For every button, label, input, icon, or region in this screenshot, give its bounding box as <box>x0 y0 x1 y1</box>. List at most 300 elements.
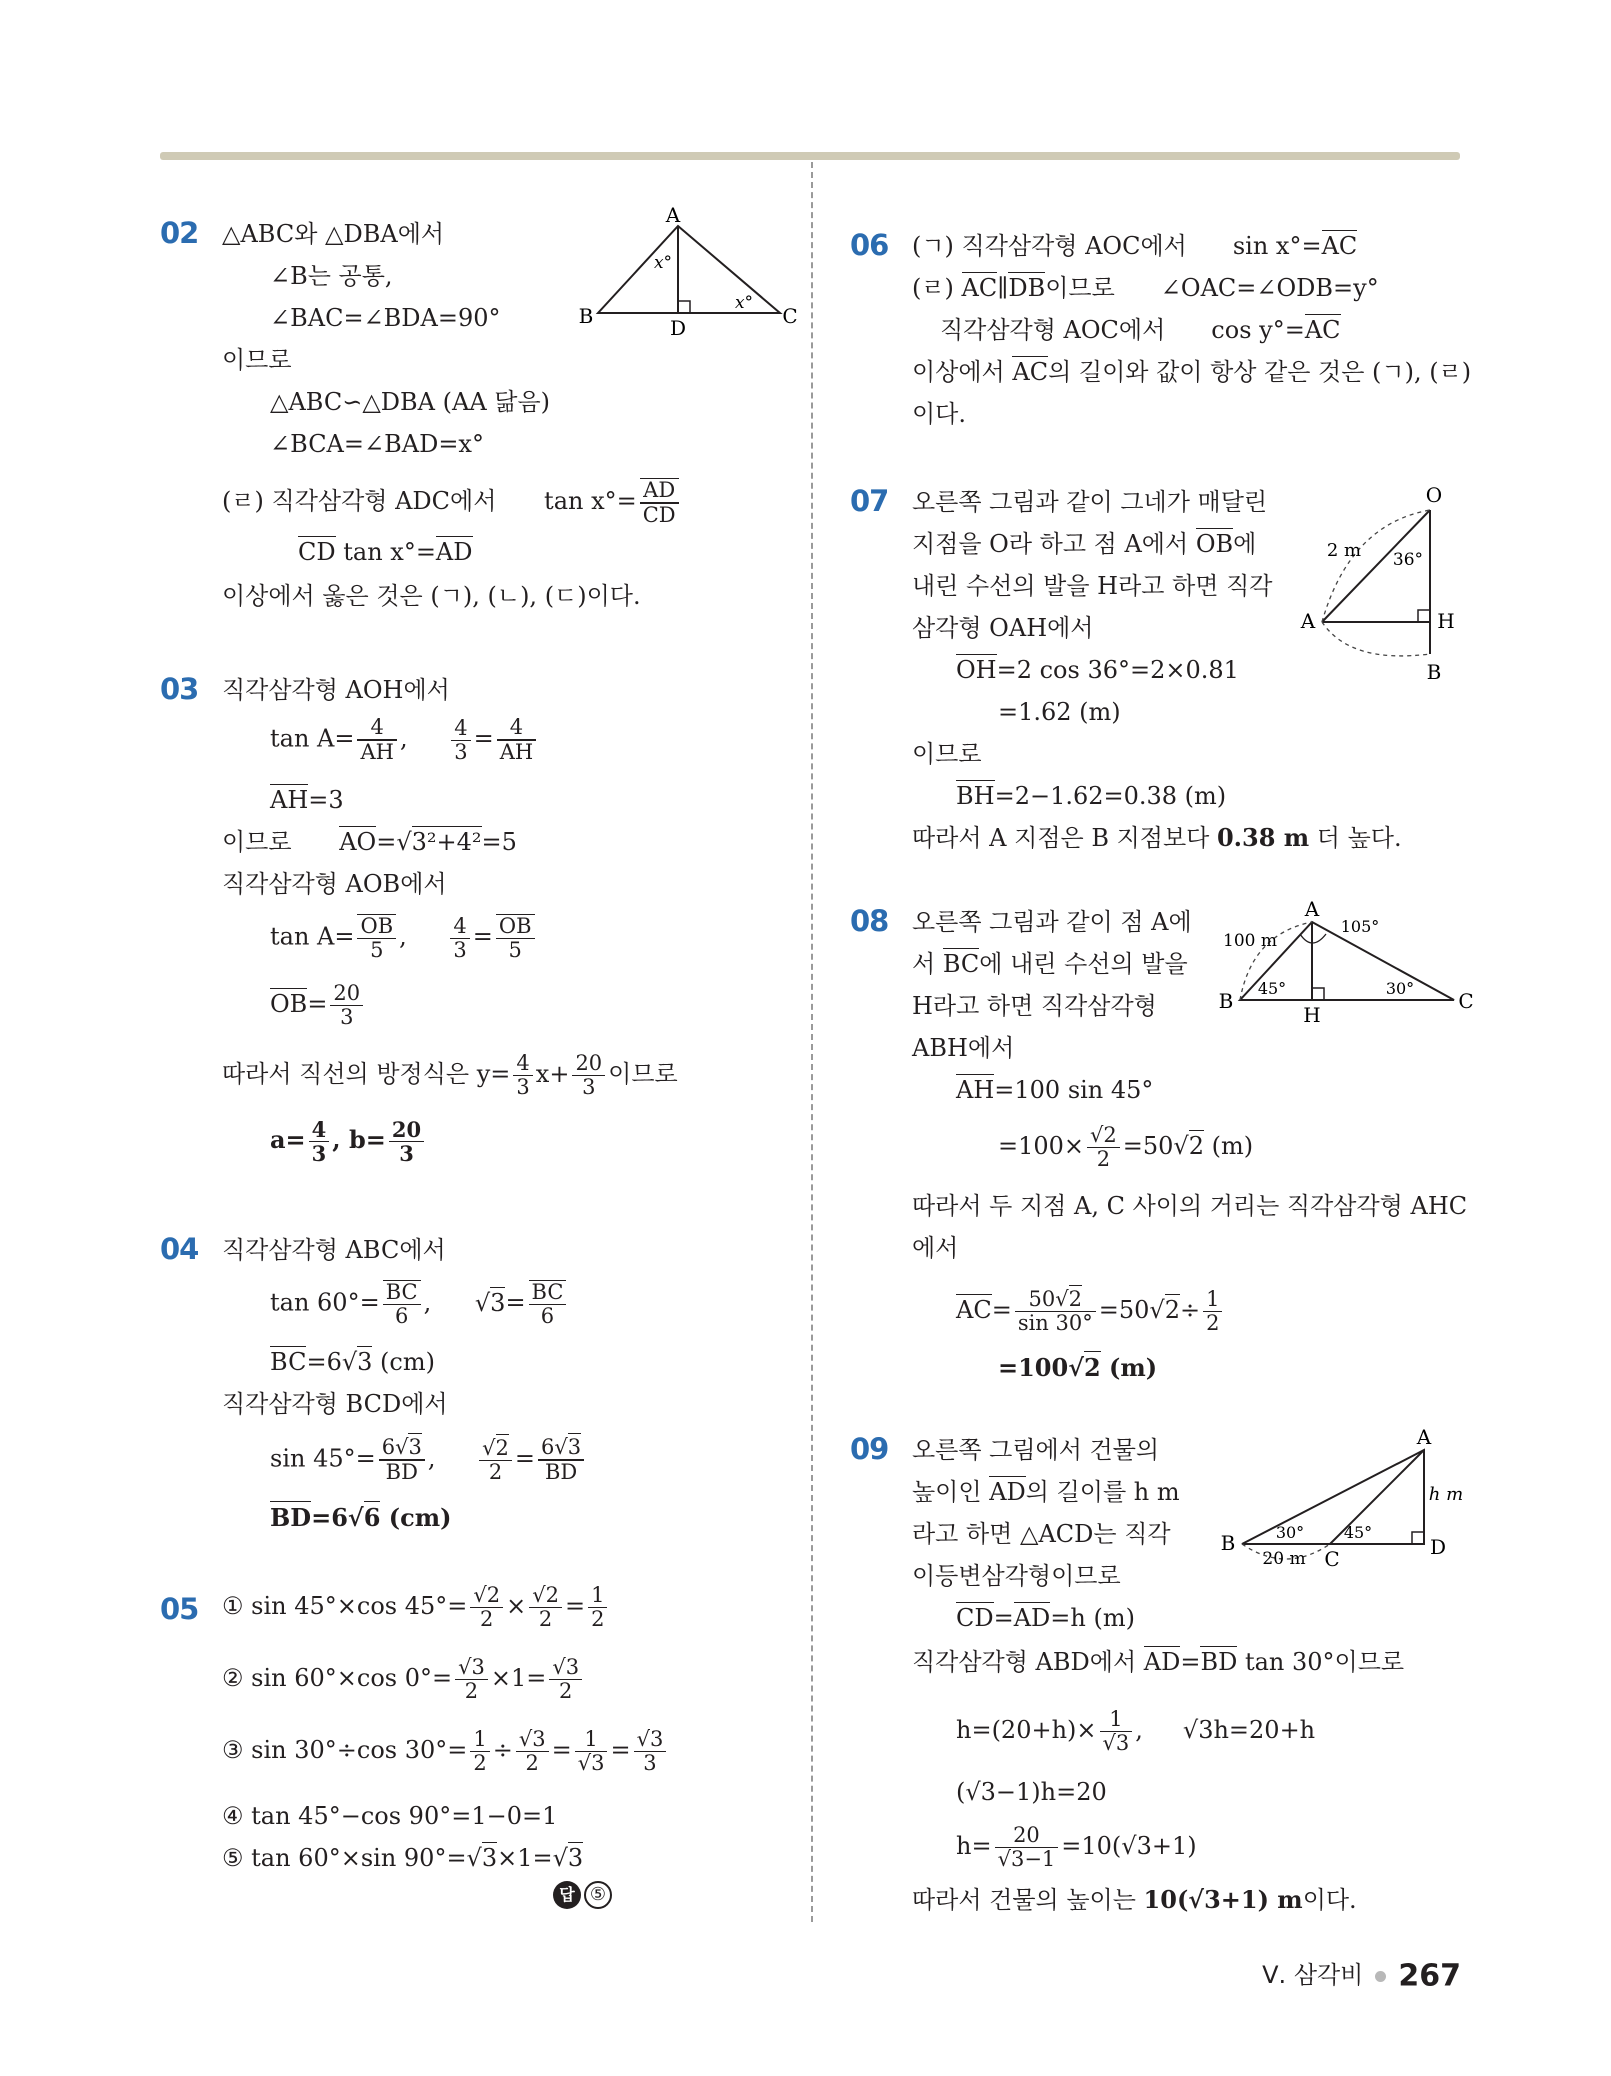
triangle-abd <box>1242 1450 1424 1544</box>
text: (ㄹ) 직각삼각형 ADC에서 <box>222 487 497 515</box>
right-angle-mark <box>678 301 690 313</box>
fraction <box>451 717 470 764</box>
line <box>270 1280 569 1328</box>
line <box>956 1708 1315 1755</box>
segment: CD <box>298 538 336 566</box>
denominator: 2 <box>1096 1147 1111 1171</box>
line <box>956 778 1226 814</box>
radicand: 2 <box>1068 1287 1083 1311</box>
segment: AD <box>1013 1604 1051 1632</box>
denominator: 5 <box>508 938 522 962</box>
radicand: 3 <box>567 1435 582 1459</box>
segment: AC <box>1012 358 1049 386</box>
denominator: 3 <box>582 1075 596 1099</box>
fraction <box>455 1656 488 1703</box>
line <box>222 1584 610 1631</box>
text: tan x°= <box>544 487 637 515</box>
denominator: 5 <box>370 938 384 962</box>
radicand: 3 <box>490 1288 506 1317</box>
text: ×1=√ <box>497 1844 568 1872</box>
text: 지점을 O라 하고 점 A에서 <box>912 530 1196 558</box>
numerator: 20 <box>995 1824 1059 1848</box>
length-label: 2 m <box>1326 540 1362 561</box>
text: a= <box>270 1125 306 1154</box>
denominator: 3 <box>311 1141 327 1166</box>
length-label: 100 m <box>1223 931 1277 951</box>
denominator: AH <box>497 740 536 764</box>
line <box>270 982 366 1029</box>
text: =50√ <box>1098 1296 1165 1324</box>
label-h: H <box>1303 1003 1321 1027</box>
text: =h (m) <box>1050 1604 1135 1632</box>
line <box>956 1824 1197 1871</box>
line <box>940 312 1341 348</box>
radicand: 3 <box>408 1435 422 1459</box>
text: = <box>473 724 494 753</box>
line <box>956 652 1239 688</box>
label-b: B <box>1426 660 1442 684</box>
problem-number: 07 <box>850 484 889 518</box>
denominator: √3−1 <box>997 1847 1056 1871</box>
angle-label: x° <box>653 253 673 273</box>
angle-label: x° <box>734 293 754 313</box>
length-label: 20 m <box>1262 1549 1306 1569</box>
line: 이므로 <box>912 740 982 768</box>
segment: BC <box>942 950 980 978</box>
fraction <box>479 1437 512 1484</box>
line <box>956 1600 1135 1636</box>
text: =√ <box>376 828 412 856</box>
problem-number: 09 <box>850 1432 889 1466</box>
segment: BH <box>956 782 995 810</box>
numerator: BC <box>383 1280 421 1305</box>
radicand: 2 <box>495 1435 509 1460</box>
fraction <box>513 1052 532 1099</box>
text: 이므로 <box>1045 274 1115 302</box>
text: , <box>427 1444 436 1473</box>
numerator: AD <box>640 478 679 503</box>
line <box>222 1656 585 1703</box>
segment: AH <box>270 786 309 814</box>
text: ⑤ tan 60°×sin 90°=√ <box>222 1844 482 1872</box>
radicand: 3 <box>481 1844 498 1872</box>
angle-label: 36° <box>1392 550 1424 570</box>
text: √3h=20+h <box>1182 1716 1316 1744</box>
line: 오른쪽 그림에서 건물의 <box>912 1436 1160 1464</box>
segment: AC <box>1304 316 1341 344</box>
line: 이므로 <box>222 346 292 374</box>
angle-label: 45° <box>1257 979 1287 998</box>
line <box>298 534 473 570</box>
text: ① sin 45°×cos 45°= <box>222 1592 468 1620</box>
numerator: 4 <box>451 717 470 741</box>
segment: AC <box>1321 232 1358 260</box>
separator-dot <box>1375 1971 1386 1982</box>
line: 오른쪽 그림과 같이 점 A에 <box>912 908 1192 936</box>
label-c: C <box>1324 1547 1340 1571</box>
denominator: BD <box>379 1460 425 1484</box>
segment: AC <box>961 274 998 302</box>
problem-number: 06 <box>850 228 889 262</box>
numerator: √2 <box>1087 1124 1120 1148</box>
line <box>270 716 539 764</box>
problem-number: 08 <box>850 904 889 938</box>
text: tan 30°이므로 <box>1237 1648 1405 1676</box>
numerator: OB <box>496 914 535 939</box>
line <box>222 824 517 860</box>
text: (ㄱ) 직각삼각형 AOC에서 <box>912 232 1187 260</box>
line: ④ tan 45°−cos 90°=1−0=1 <box>222 1802 558 1830</box>
label-a: A <box>1300 609 1316 633</box>
text: , <box>423 1288 432 1317</box>
segment: OB <box>1195 530 1234 558</box>
radicand: 2 <box>1188 1132 1205 1160</box>
line: 따라서 두 지점 A, C 사이의 거리는 직각삼각형 AHC <box>912 1192 1468 1220</box>
numerator: 4 <box>450 915 469 939</box>
text: tan A= <box>270 724 355 753</box>
label-a: A <box>1416 1425 1432 1449</box>
label-a: A <box>665 203 681 227</box>
denominator: 2 <box>591 1607 605 1631</box>
text: ÷ <box>1179 1296 1201 1324</box>
text: tan 60°= <box>270 1288 380 1317</box>
text: tan x°= <box>335 538 436 566</box>
text: , b= <box>332 1125 386 1154</box>
answer-badge <box>553 1881 612 1909</box>
right-angle-mark <box>1312 988 1324 1000</box>
radicand: 3 <box>567 1844 584 1872</box>
numerator: 1 <box>588 1584 607 1608</box>
text: 더 높다. <box>1309 824 1402 852</box>
text: 따라서 직선의 방정식은 y= <box>222 1060 511 1088</box>
text: = <box>307 990 328 1018</box>
numerator: 4 <box>513 1052 532 1076</box>
line: 이다. <box>912 400 966 428</box>
text: 이다. <box>1302 1886 1357 1914</box>
line: 직각삼각형 AOH에서 <box>222 676 450 704</box>
segment: BC <box>270 1348 307 1376</box>
fraction <box>529 1280 567 1328</box>
text: cos y°= <box>1211 316 1305 344</box>
line <box>270 1436 587 1484</box>
text: (cm) <box>380 1503 452 1532</box>
denominator: 2 <box>538 1607 553 1631</box>
fraction <box>549 1656 582 1703</box>
right-angle-mark <box>1412 1532 1424 1544</box>
text: ×1= <box>490 1664 547 1692</box>
denominator: 3 <box>454 739 468 764</box>
text: ∠OAC=∠ODB=y° <box>1160 274 1379 302</box>
text: = <box>991 1296 1012 1324</box>
numerator <box>379 1436 425 1460</box>
text: 의 길이를 h m <box>1025 1478 1180 1506</box>
text: , <box>1135 1716 1143 1744</box>
text: 이므로 <box>608 1060 678 1088</box>
numerator: √3 <box>455 1656 488 1680</box>
fraction <box>383 1280 421 1328</box>
numerator: √3 <box>634 1728 667 1752</box>
fraction <box>588 1584 607 1631</box>
problem-number: 05 <box>160 1592 199 1626</box>
problem-number: 03 <box>160 672 199 706</box>
building-diagram <box>1212 1424 1472 1584</box>
fraction <box>470 1728 489 1775</box>
fraction <box>379 1436 425 1484</box>
segment: AC <box>956 1296 992 1324</box>
segment: OB <box>270 990 308 1018</box>
label-a: A <box>1304 897 1320 921</box>
line <box>912 1882 1357 1918</box>
text: = <box>1180 1648 1201 1676</box>
denominator: 2 <box>1206 1311 1220 1335</box>
text: h=(20+h)× <box>956 1716 1097 1744</box>
fraction <box>389 1118 424 1165</box>
segment: AD <box>989 1478 1026 1506</box>
text: 직각삼각형 ABD에서 <box>912 1648 1144 1676</box>
line <box>912 526 1256 562</box>
denominator: 2 <box>473 1751 487 1775</box>
line <box>912 946 1188 982</box>
segment: OH <box>956 656 997 684</box>
denominator: BD <box>538 1460 584 1484</box>
text: 서 <box>912 950 943 978</box>
numerator <box>538 1436 584 1460</box>
line: △ABC와 △DBA에서 <box>222 220 445 248</box>
text: =2 cos 36°=2×0.81 <box>996 656 1239 684</box>
numerator: 20 <box>330 982 363 1006</box>
denominator: CD <box>640 503 679 527</box>
radicand: 2 <box>1083 1353 1101 1382</box>
text: 6√ <box>541 1435 568 1459</box>
text: =100× <box>998 1132 1085 1160</box>
numerator: 1 <box>575 1728 608 1752</box>
line: ABH에서 <box>912 1034 1015 1062</box>
label-b: B <box>1220 1531 1236 1555</box>
radicand: 2 <box>1164 1296 1180 1324</box>
line: ∠BAC=∠BDA=90° <box>270 304 501 332</box>
numerator: √2 <box>470 1584 503 1608</box>
numerator: √3 <box>549 1656 582 1680</box>
section-title: Ⅴ. 삼각비 <box>1262 1961 1364 1989</box>
line <box>222 1840 583 1876</box>
line: 에서 <box>912 1234 959 1262</box>
text: = <box>564 1592 586 1620</box>
line <box>912 270 1379 306</box>
fraction <box>309 1118 330 1165</box>
text: √ <box>482 1435 496 1460</box>
text: , <box>399 724 408 753</box>
text: 에 <box>1233 530 1257 558</box>
numerator: 20 <box>572 1052 605 1076</box>
text: h= <box>956 1832 992 1860</box>
text: =100 sin 45° <box>994 1076 1154 1104</box>
segment: BD <box>1200 1648 1238 1676</box>
swing-arc <box>1322 622 1430 656</box>
numerator: 1 <box>1100 1708 1133 1732</box>
fraction <box>330 982 363 1029</box>
answer-tag: 답 <box>553 1881 581 1909</box>
answer-line <box>270 1118 427 1165</box>
answer-line <box>998 1350 1157 1386</box>
fraction <box>357 914 396 962</box>
angle-label: 45° <box>1343 1523 1373 1542</box>
text: , <box>399 922 407 951</box>
label-c: C <box>1458 989 1474 1013</box>
line: 직각삼각형 BCD에서 <box>222 1390 448 1418</box>
text: 의 길이와 값이 항상 같은 것은 (ㄱ), (ㄹ) <box>1048 358 1472 386</box>
denominator: 2 <box>559 1679 573 1703</box>
text: 따라서 건물의 높이는 <box>912 1886 1144 1914</box>
radicand: 3²+4² <box>411 828 482 856</box>
text: =2−1.62=0.38 (m) <box>994 782 1227 810</box>
numerator: 4 <box>497 716 536 740</box>
line <box>912 820 1402 856</box>
radicand: 6 <box>363 1503 381 1532</box>
text: = <box>993 1604 1014 1632</box>
problem-number: 04 <box>160 1232 199 1266</box>
fraction <box>497 716 536 764</box>
fraction <box>634 1728 667 1775</box>
segment: BD <box>270 1503 312 1532</box>
text: =5 <box>481 828 517 856</box>
text: (cm) <box>372 1348 435 1376</box>
label-c: C <box>782 304 798 328</box>
line <box>912 354 1471 390</box>
fraction <box>572 1052 605 1099</box>
denominator: √3 <box>577 1751 605 1775</box>
text: =6√ <box>311 1503 364 1532</box>
denominator: 3 <box>453 937 467 962</box>
line <box>270 914 538 962</box>
fraction <box>1087 1124 1120 1171</box>
denominator: sin 30° <box>1017 1311 1093 1335</box>
numerator <box>1015 1288 1096 1312</box>
segment: AD <box>1143 1648 1181 1676</box>
text: 따라서 A 지점은 B 지점보다 <box>912 824 1217 852</box>
line <box>912 1644 1404 1680</box>
numerator <box>479 1437 512 1461</box>
text: = <box>472 922 493 951</box>
numerator: 1 <box>470 1728 489 1752</box>
segment: AH <box>956 1076 995 1104</box>
numerator: √3 <box>516 1728 549 1752</box>
line <box>270 782 344 818</box>
text: sin x°= <box>1232 232 1322 260</box>
fraction <box>450 915 469 962</box>
page-footer <box>1262 1955 1461 1994</box>
numerator: 1 <box>1203 1288 1222 1312</box>
numerator: √2 <box>529 1584 562 1608</box>
text: x+ <box>535 1060 570 1088</box>
angle-label: 30° <box>1385 979 1415 998</box>
denominator: 2 <box>488 1459 503 1484</box>
line <box>956 1288 1225 1335</box>
label-h: H <box>1437 609 1455 633</box>
denominator: 3 <box>340 1005 354 1029</box>
radicand: 3 <box>357 1348 373 1376</box>
line <box>222 478 682 527</box>
denominator: 2 <box>480 1607 494 1631</box>
text: =100√ <box>998 1353 1084 1382</box>
text: (m) <box>1100 1353 1158 1382</box>
angle-label: 30° <box>1275 1523 1305 1542</box>
line <box>222 1052 678 1099</box>
line: 오른쪽 그림과 같이 그네가 매달린 <box>912 488 1268 516</box>
text: (m) <box>1204 1132 1254 1160</box>
line: (√3−1)h=20 <box>956 1778 1107 1806</box>
line: 이상에서 옳은 것은 (ㄱ), (ㄴ), (ㄷ)이다. <box>222 582 641 610</box>
text: ∥ <box>997 274 1009 302</box>
text: sin 45°= <box>270 1444 376 1473</box>
line <box>222 1728 669 1775</box>
text: =6√ <box>306 1348 358 1376</box>
column-divider <box>811 162 813 1922</box>
line: 라고 하면 △ACD는 직각 <box>912 1520 1171 1548</box>
numerator: BC <box>529 1280 567 1305</box>
numerator: 4 <box>309 1118 330 1142</box>
fraction <box>529 1584 562 1631</box>
swing-diagram <box>1300 484 1480 724</box>
line <box>270 1344 435 1380</box>
segment: DB <box>1008 274 1046 302</box>
top-rule <box>160 152 1460 160</box>
line <box>956 1072 1153 1108</box>
text: 에 내린 수선의 발을 <box>979 950 1188 978</box>
label-b: B <box>1218 989 1234 1013</box>
denominator: 3 <box>516 1075 530 1099</box>
fraction <box>496 914 535 962</box>
numerator: 4 <box>357 716 396 740</box>
line: =1.62 (m) <box>998 698 1121 726</box>
text: =10(√3+1) <box>1061 1832 1197 1860</box>
text: ② sin 60°×cos 0°= <box>222 1664 453 1692</box>
line: 직각삼각형 AOB에서 <box>222 870 447 898</box>
text: = <box>514 1444 536 1473</box>
text: 이므로 <box>222 828 292 856</box>
problem-number: 02 <box>160 216 199 250</box>
fraction <box>1100 1708 1133 1755</box>
line: ∠BCA=∠BAD=x° <box>270 430 484 458</box>
text: 6√ <box>381 1435 409 1459</box>
fraction <box>1203 1288 1222 1335</box>
fraction <box>538 1436 584 1484</box>
denominator: 2 <box>525 1751 539 1775</box>
label-b: B <box>578 304 594 328</box>
fraction <box>516 1728 549 1775</box>
text: 직각삼각형 AOC에서 <box>940 316 1166 344</box>
answer-line <box>270 1500 451 1536</box>
text: 높이인 <box>912 1478 990 1506</box>
text: 50√ <box>1028 1287 1069 1311</box>
line: 이등변삼각형이므로 <box>912 1562 1121 1590</box>
fraction <box>470 1584 503 1631</box>
line: H라고 하면 직각삼각형 <box>912 992 1157 1020</box>
numerator: 20 <box>389 1118 424 1142</box>
fraction <box>575 1728 608 1775</box>
text: ③ sin 30°÷cos 30°= <box>222 1736 468 1764</box>
fraction <box>995 1824 1059 1871</box>
text: = <box>505 1288 526 1317</box>
line <box>912 228 1357 264</box>
text: 이상에서 <box>912 358 1013 386</box>
text: × <box>506 1592 527 1620</box>
line: 직각삼각형 ABC에서 <box>222 1236 446 1264</box>
line: ∠B는 공통, <box>270 262 393 290</box>
text: 0.38 m <box>1216 823 1310 852</box>
denominator: AH <box>357 740 396 764</box>
segment: AO <box>339 828 377 856</box>
text: tan A= <box>270 922 355 951</box>
